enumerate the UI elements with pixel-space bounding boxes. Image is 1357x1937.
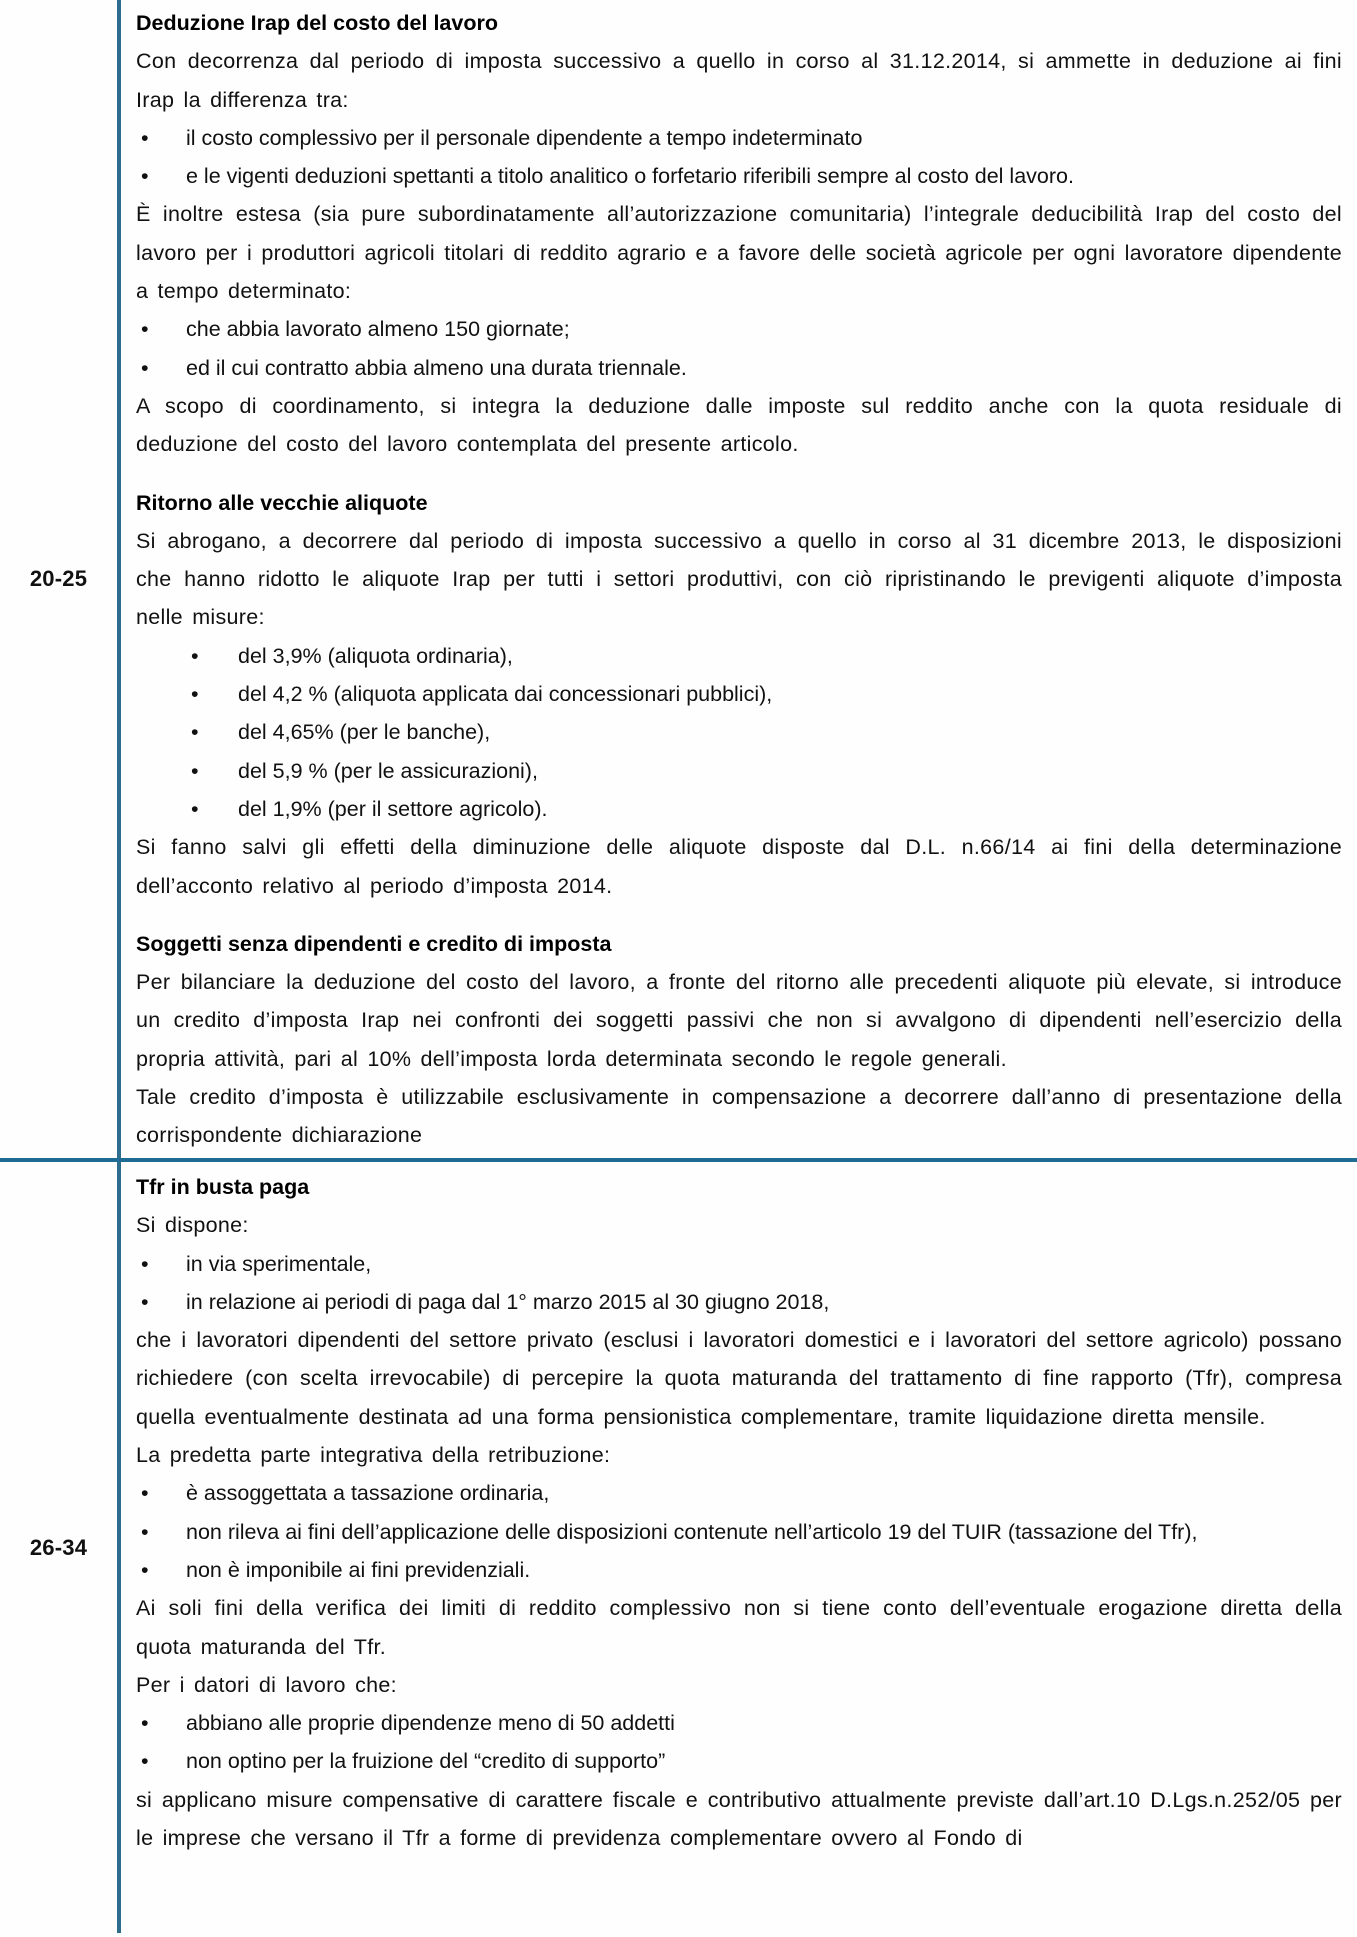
row-ref-cell xyxy=(0,0,121,1158)
bullet-icon: • xyxy=(141,1749,149,1774)
list-item xyxy=(136,675,1342,713)
paragraph: Per i datori di lavoro che: xyxy=(136,1672,397,1697)
bullet-list xyxy=(136,637,1342,828)
list-item-text: il costo complessivo per il personale dipendente a tempo indeterminato xyxy=(186,125,863,150)
list-item-text: ed il cui contratto abbia almeno una durata triennale. xyxy=(186,355,687,380)
list-item-text: non optino per la fruizione del “credito di supporto” xyxy=(186,1749,666,1774)
content-section xyxy=(136,4,1342,464)
list-item-text: è assoggettata a tassazione ordinaria, xyxy=(186,1481,550,1506)
bullet-list xyxy=(136,310,1342,387)
paragraph: È inoltre estesa (sia pure subordinatamente all’autorizzazione comunitaria) l’integrale deducibilità Irap del costo del lavoro per i produttori agricoli titolari di reddito agrario e a favore delle società agricole per ogni lavoratore dipendente a tempo determinato: xyxy=(136,202,1342,304)
bullet-icon: • xyxy=(141,1289,149,1314)
list-item-text: del 4,65% (per le banche), xyxy=(238,720,491,745)
bullet-icon: • xyxy=(141,355,149,380)
bullet-list xyxy=(136,1704,1342,1781)
list-item-text: del 1,9% (per il settore agricolo). xyxy=(238,796,548,821)
list-item xyxy=(136,1742,1342,1780)
content-section xyxy=(136,484,1342,905)
bullet-icon: • xyxy=(141,1519,149,1544)
list-item-text: che abbia lavorato almeno 150 giornate; xyxy=(186,317,570,342)
row-content-cell xyxy=(121,0,1357,1158)
list-item-text: del 4,2 % (aliquota applicata dai concessionari pubblici), xyxy=(238,682,773,707)
list-item xyxy=(136,1704,1342,1742)
list-item-text: del 3,9% (aliquota ordinaria), xyxy=(238,643,513,668)
bullet-icon: • xyxy=(141,125,149,150)
list-item xyxy=(136,157,1342,195)
list-item xyxy=(136,349,1342,387)
bullet-icon: • xyxy=(141,1251,149,1276)
section-heading: Tfr in busta paga xyxy=(136,1175,310,1199)
bullet-icon: • xyxy=(141,1711,149,1736)
list-item xyxy=(136,790,1342,828)
list-item xyxy=(136,1513,1342,1551)
table-row xyxy=(0,1158,1357,1933)
paragraph: che i lavoratori dipendenti del settore privato (esclusi i lavoratori domestici e i lavoratori del settore agricolo) possano richiedere (con scelta irrevocabile) di percepire la quota maturanda del trattamento di fine rapporto (Tfr), compresa quella eventualmente destinata ad una forma pensionistica complementare, tramite liquidazione diretta mensile. xyxy=(136,1328,1342,1429)
paragraph: La predetta parte integrativa della retribuzione: xyxy=(136,1443,611,1468)
bullet-icon: • xyxy=(191,796,199,821)
list-item-text: non è imponibile ai fini previdenziali. xyxy=(186,1557,531,1582)
bullet-list xyxy=(136,1474,1342,1589)
section-heading: Deduzione Irap del costo del lavoro xyxy=(136,11,498,35)
list-item-text: abbiano alle proprie dipendenze meno di 50 addetti xyxy=(186,1711,675,1736)
paragraph: A scopo di coordinamento, si integra la deduzione dalle imposte sul reddito anche con la quota residuale di deduzione del costo del lavoro contemplata del presente articolo. xyxy=(136,393,1342,457)
list-item xyxy=(136,1474,1342,1512)
bullet-icon: • xyxy=(141,1557,149,1582)
bullet-icon: • xyxy=(191,720,199,745)
list-item xyxy=(136,637,1342,675)
section-heading: Soggetti senza dipendenti e credito di imposta xyxy=(136,931,612,956)
paragraph: Ai soli fini della verifica dei limiti di reddito complessivo non si tiene conto dell’eventuale erogazione diretta della quota maturanda del Tfr. xyxy=(136,1596,1342,1659)
bullet-icon: • xyxy=(191,758,199,783)
list-item-text: in relazione ai periodi di paga dal 1° marzo 2015 al 30 giugno 2018, xyxy=(186,1289,830,1314)
bullet-icon: • xyxy=(141,317,149,342)
list-item xyxy=(136,310,1342,348)
list-item xyxy=(136,1551,1342,1589)
bullet-list xyxy=(136,1245,1342,1322)
paragraph: Tale credito d’imposta è utilizzabile esclusivamente in compensazione a decorrere dall’anno di presentazione della corrispondente dichiarazione xyxy=(136,1085,1342,1148)
list-item-text: e le vigenti deduzioni spettanti a titolo analitico o forfetario riferibili sempre al costo del lavoro. xyxy=(186,164,1074,189)
paragraph: si applicano misure compensative di carattere fiscale e contributivo attualmente previste dall’art.10 D.Lgs.n.252/05 per le imprese che versano il Tfr a forme di previdenza complementare ovvero al Fondo di xyxy=(136,1787,1342,1851)
bullet-icon: • xyxy=(191,643,199,668)
row-content-cell xyxy=(121,1162,1357,1933)
row-ref-cell xyxy=(0,1162,121,1933)
list-item xyxy=(136,713,1342,751)
row-ref-label: 26-34 xyxy=(29,1534,88,1560)
list-item xyxy=(136,1245,1342,1283)
bullet-icon: • xyxy=(191,682,199,707)
content-section xyxy=(136,925,1342,1155)
section-heading: Ritorno alle vecchie aliquote xyxy=(136,490,428,515)
list-item xyxy=(136,752,1342,790)
paragraph: Con decorrenza dal periodo di imposta successivo a quello in corso al 31.12.2014, si ammette in deduzione ai fini Irap la differenza tra: xyxy=(136,49,1342,112)
list-item xyxy=(136,119,1342,157)
bullet-icon: • xyxy=(141,1481,149,1506)
row-ref-label: 20-25 xyxy=(29,566,88,591)
list-item-text: in via sperimentale, xyxy=(186,1251,372,1276)
bullet-list xyxy=(136,119,1342,196)
list-item-text: non rileva ai fini dell’applicazione delle disposizioni contenute nell’articolo 19 del TUIR (tassazione del Tfr), xyxy=(186,1519,1198,1544)
bullet-icon: • xyxy=(141,164,149,189)
paragraph: Si abrogano, a decorrere dal periodo di imposta successivo a quello in corso al 31 dicembre 2013, le disposizioni che hanno ridotto le aliquote Irap per tutti i settori produttivi, con ciò ripristinando le previgenti aliquote d’imposta nelle misure: xyxy=(136,528,1342,630)
list-item-text: del 5,9 % (per le assicurazioni), xyxy=(238,758,538,783)
content-section xyxy=(136,1168,1342,1857)
paragraph: Si fanno salvi gli effetti della diminuzione delle aliquote disposte dal D.L. n.66/14 ai fini della determinazione dell’acconto relativo al periodo d’imposta 2014. xyxy=(136,835,1342,898)
paragraph: Per bilanciare la deduzione del costo del lavoro, a fronte del ritorno alle precedenti aliquote più elevate, si introduce un credito d’imposta Irap nei confronti dei soggetti passivi che non si avvalgono di dipendenti nell’esercizio della propria attività, pari al 10% dell’imposta lorda determinata secondo le regole generali. xyxy=(136,970,1342,1071)
paragraph: Si dispone: xyxy=(136,1213,249,1238)
list-item xyxy=(136,1283,1342,1321)
